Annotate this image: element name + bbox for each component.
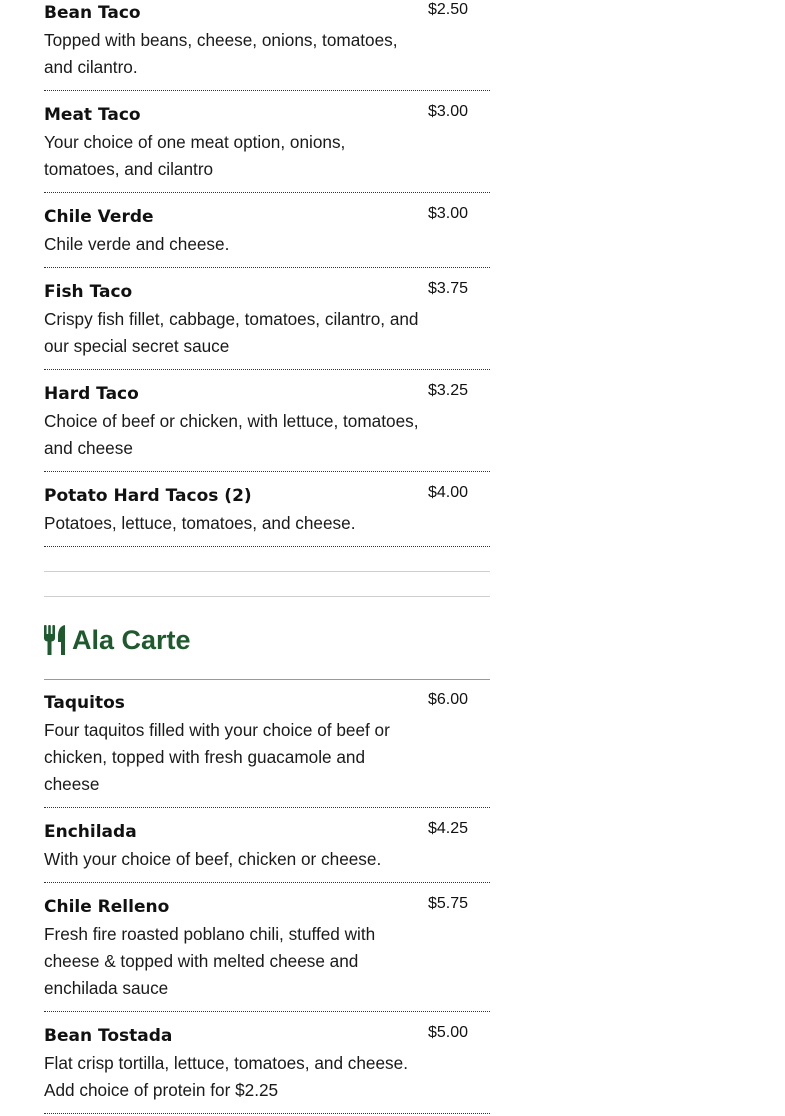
item-name: Bean Taco <box>44 3 141 23</box>
item-price: $6.00 <box>428 691 469 708</box>
item-divider <box>44 807 490 808</box>
item-price: $3.25 <box>428 382 469 399</box>
item-price: $4.25 <box>428 820 469 837</box>
item-price: $5.00 <box>428 1024 469 1041</box>
item-name: Bean Tostada <box>44 1026 173 1046</box>
item-description: Fresh fire roasted poblano chili, stuffed with cheese & topped with melted cheese and enchilada sauce <box>44 924 376 998</box>
item-name: Taquitos <box>44 693 125 713</box>
item-description: Chile verde and cheese. <box>44 234 230 254</box>
item-price: $3.00 <box>428 205 469 222</box>
item-description: Flat crisp tortilla, lettuce, tomatoes, and cheese. Add choice of protein for $2.25 <box>44 1053 408 1100</box>
item-name: Hard Taco <box>44 384 139 404</box>
item-price: $3.00 <box>428 103 469 120</box>
item-description: With your choice of beef, chicken or cheese. <box>44 849 382 869</box>
item-name: Chile Verde <box>44 207 154 227</box>
item-name: Meat Taco <box>44 105 141 125</box>
item-description: Four taquitos filled with your choice of beef or chicken, topped with fresh guacamole and cheese <box>44 720 390 794</box>
section-title: Ala Carte <box>72 625 191 655</box>
section-heading-ala-carte <box>44 624 191 656</box>
item-description: Crispy fish fillet, cabbage, tomatoes, cilantro, and our special secret sauce <box>44 309 419 356</box>
item-divider <box>44 471 490 472</box>
item-name: Fish Taco <box>44 282 133 302</box>
item-description: Choice of beef or chicken, with lettuce, tomatoes, and cheese <box>44 411 419 458</box>
item-divider <box>44 546 490 547</box>
item-divider <box>44 192 490 193</box>
item-divider <box>44 90 490 91</box>
item-price: $4.00 <box>428 484 469 501</box>
item-divider <box>44 882 490 883</box>
item-name: Potato Hard Tacos (2) <box>44 486 252 506</box>
section-header-rule <box>44 679 490 680</box>
section-separator <box>44 571 490 572</box>
item-divider <box>44 267 490 268</box>
item-price: $5.75 <box>428 895 469 912</box>
item-description: Your choice of one meat option, onions, tomatoes, and cilantro <box>44 132 346 179</box>
utensils-icon <box>44 625 68 655</box>
item-divider <box>44 1011 490 1012</box>
item-price: $2.50 <box>428 1 469 18</box>
item-name: Chile Relleno <box>44 897 170 917</box>
item-divider <box>44 369 490 370</box>
item-name: Enchilada <box>44 822 137 842</box>
item-price: $3.75 <box>428 280 469 297</box>
section-separator <box>44 596 490 597</box>
item-description: Topped with beans, cheese, onions, tomatoes, and cilantro. <box>44 30 398 77</box>
item-description: Potatoes, lettuce, tomatoes, and cheese. <box>44 513 356 533</box>
item-divider <box>44 1113 490 1114</box>
